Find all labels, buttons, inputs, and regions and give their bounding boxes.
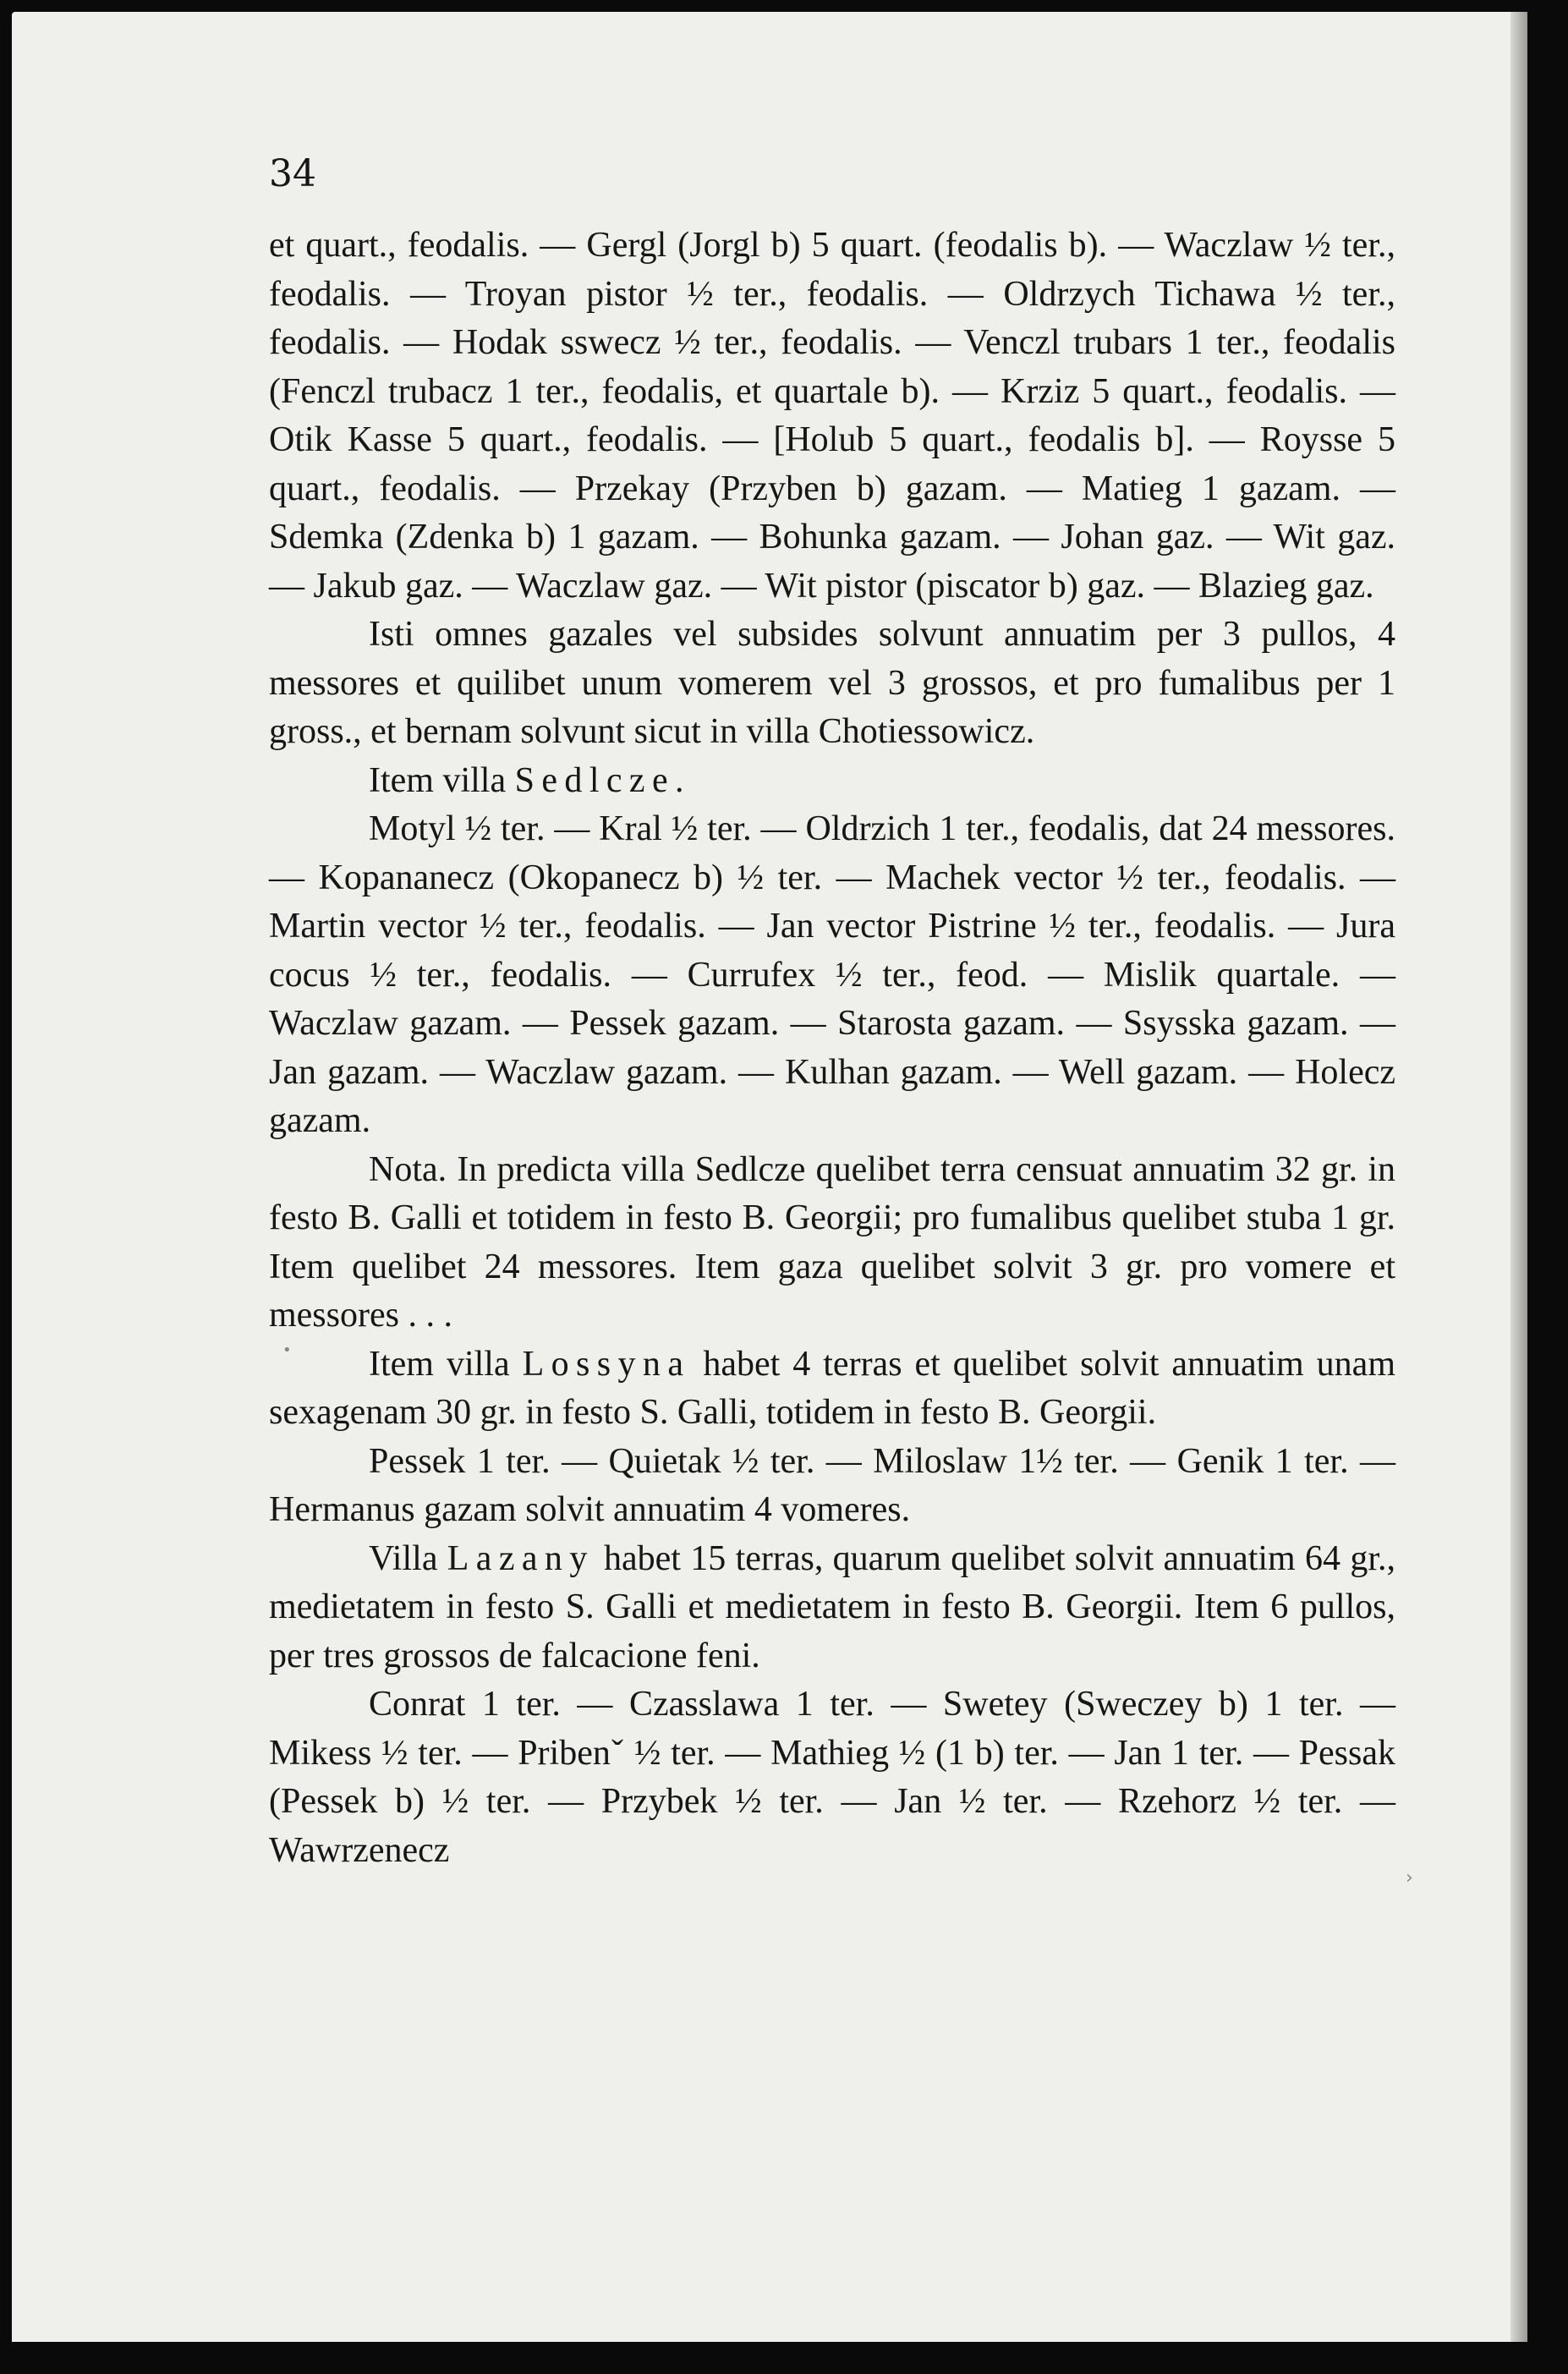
text-run: Pessek 1 ter. — Quietak ½ ter. — Miloslaw 1½ ter. — Genik 1 ter. — Hermanus gazam solvit annuatim 4 vomeres. — [269, 1441, 1395, 1529]
text-run: habet 4 terras et quelibet solvit annuatim unam sexagenam 30 gr. in festo S. Galli, totidem in festo B. Georgii. — [269, 1344, 1395, 1432]
text-run: et quart., feodalis. — Gergl (Jorgl b) 5 quart. (feodalis b). — Waczlaw ½ ter., feodalis. — Troyan pistor ½ ter., feodalis. — Oldrzych Tichawa ½ ter., feodalis. — Hodak sswecz ½ ter., feodalis. — Venczl trubars 1 ter., feodalis (Fenczl trubacz 1 ter., feodalis, et quartale b). — Krziz 5 quart., feodalis. — Otik Kasse 5 quart., feodalis. — [Holub 5 quart., feodalis b]. — Roysse 5 quart., feodalis. — Przekay (Przyben b) gazam. — Matieg 1 gazam. — Sdemka (Zdenka b) 1 gazam. — Bohunka gazam. — Johan gaz. — Wit gaz. — Jakub gaz. — Waczlaw gaz. — Wit pistor (piscator b) gaz. — Blazieg gaz. — [269, 226, 1395, 606]
text-run: Conrat 1 ter. — Czasslawa 1 ter. — Swetey (Sweczey b) 1 ter. — Mikess ½ ter. — Pribenˇ ½ ter. — Mathieg ½ (1 b) ter. — Jan 1 ter. — Pessak (Pessek b) ½ ter. — Przybek ½ ter. — Jan ½ ter. — Rzehorz ½ ter. — Wawrzenecz — [269, 1685, 1395, 1870]
paragraph — [269, 805, 1395, 1146]
paragraph — [269, 1680, 1395, 1875]
page-edge-shadow — [1510, 12, 1527, 2342]
text-run: Nota. In predicta villa Sedlcze quelibet terra censuat annuatim 32 gr. in festo B. Galli et totidem in festo B. Georgii; pro fumalibus quelibet stuba 1 gr. Item quelibet 24 messores. Item gaza quelibet solvit 3 gr. pro vomere et messores . . . — [269, 1149, 1395, 1335]
paragraph — [269, 757, 1395, 806]
paragraph — [269, 1146, 1395, 1341]
page-number: 34 — [269, 152, 316, 195]
body-text — [269, 222, 1395, 1875]
text-run: habet 15 terras, quarum quelibet solvit annuatim 64 gr., medietatem in festo S. Galli et medietatem in festo B. Georgii. Item 6 pullos, per tres grossos de falcacione feni. — [269, 1538, 1395, 1675]
text-run: Item villa — [369, 1344, 523, 1384]
spaced-place-name: Lossyna — [522, 1344, 691, 1384]
spaced-place-name: Sedlcze — [514, 760, 676, 800]
text-run: Motyl ½ ter. — Kral ½ ter. — Oldrzich 1 ter., feodalis, dat 24 messores. — Kopananecz (Okopanecz b) ½ ter. — Machek vector ½ ter., feodalis. — Martin vector ½ ter., feodalis. — Jan vector Pistrine ½ ter., feodalis. — Jura cocus ½ ter., feodalis. — Currufex ½ ter., feod. — Mislik quartale. — Waczlaw gazam. — Pessek gazam. — Starosta gazam. — Ssysska gazam. — Jan gazam. — Waczlaw gazam. — Kulhan gazam. — Well gazam. — Holecz gazam. — [269, 809, 1395, 1140]
paragraph — [269, 611, 1395, 757]
text-run: . — [675, 760, 684, 800]
text-run: Isti omnes gazales vel subsides solvunt annuatim per 3 pullos, 4 messores et quilibet unum vomerem vel 3 grossos, et pro fumalibus per 1 gross., et bernam solvunt sicut in villa Chotiessowicz. — [269, 615, 1395, 751]
margin-speck: • — [282, 1341, 292, 1359]
paragraph — [269, 222, 1395, 611]
paragraph — [269, 1341, 1395, 1438]
margin-mark: › — [1406, 1867, 1413, 1889]
text-run: Item villa — [369, 760, 515, 800]
text-run: Villa — [369, 1538, 447, 1578]
paragraph — [269, 1438, 1395, 1535]
paragraph — [269, 1535, 1395, 1681]
spaced-place-name: Lazany — [447, 1538, 595, 1578]
